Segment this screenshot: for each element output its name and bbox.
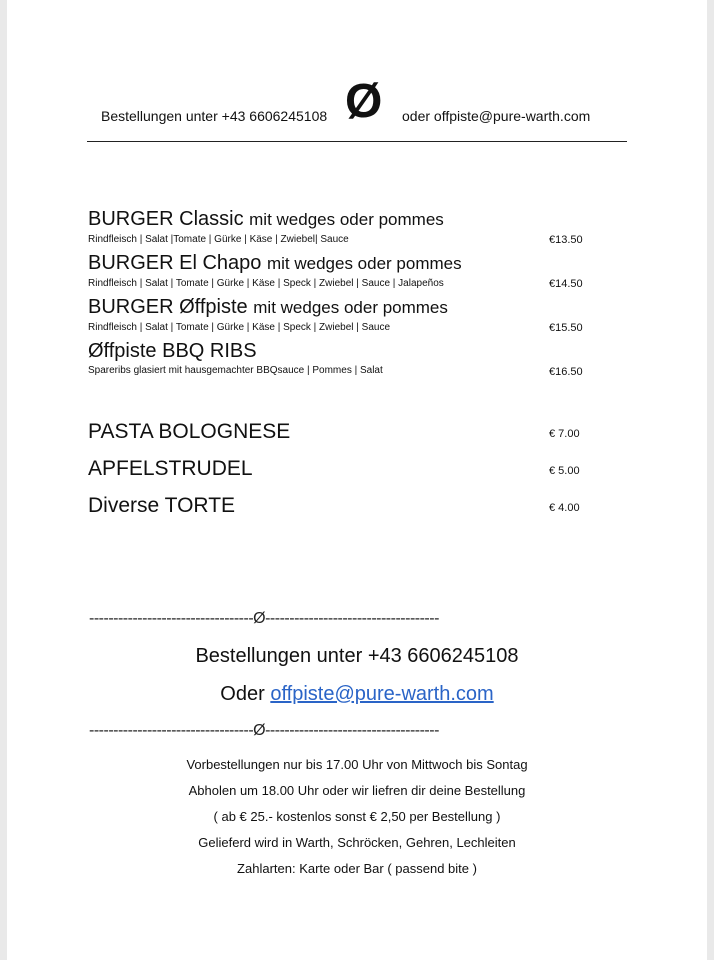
item-price: €15.50 [549, 322, 583, 334]
menu-item-burger-el-chapo [88, 251, 628, 291]
footer-divider-bottom: ----------------------------------Ø------------------------------------ [89, 722, 439, 739]
item-name: PASTA BOLOGNESE [88, 420, 291, 443]
item-side: mit wedges oder pommes [253, 298, 448, 317]
menu-item-bbq-ribs [88, 339, 628, 378]
header-divider [87, 141, 627, 142]
menu-item-burger-classic [88, 207, 628, 247]
footer-oder: Oder [220, 683, 265, 705]
item-price: € 5.00 [549, 465, 580, 477]
menu-item-burger-offpiste [88, 295, 628, 335]
item-description: Rindfleisch | Salat | Tomate | Gürke | Käse | Speck | Zwiebel | Sauce [88, 322, 391, 333]
footer-info [7, 752, 707, 882]
footer-divider-top: ----------------------------------Ø------------------------------------ [89, 610, 439, 627]
item-side: mit wedges oder pommes [249, 210, 444, 229]
logo-icon: Ø [345, 75, 383, 128]
item-name: Øffpiste BBQ RIBS [88, 340, 257, 362]
item-description: Rindfleisch | Salat | Tomate | Gürke | Käse | Speck | Zwiebel | Sauce | Jalapeños [88, 278, 444, 289]
info-line: Gelieferd wird in Warth, Schröcken, Gehren, Lechleiten [198, 835, 516, 850]
header-phone: Bestellungen unter +43 6606245108 [101, 108, 328, 124]
item-name: Diverse TORTE [88, 494, 236, 517]
info-line: Vorbestellungen nur bis 17.00 Uhr von Mittwoch bis Sontag [186, 757, 528, 772]
item-price: €16.50 [549, 366, 583, 378]
menu-item-apfelstrudel [88, 457, 628, 481]
item-name: APFELSTRUDEL [88, 457, 253, 480]
item-name: BURGER Øffpiste [88, 296, 248, 318]
item-price: €14.50 [549, 278, 583, 290]
item-price: € 4.00 [549, 502, 580, 514]
footer-phone: Bestellungen unter +43 6606245108 [195, 645, 519, 667]
item-name: BURGER Classic [88, 208, 244, 230]
item-price: €13.50 [549, 234, 583, 246]
footer-email-line [7, 683, 707, 706]
info-line: Abholen um 18.00 Uhr oder wir liefren dir deine Bestellung [188, 783, 526, 798]
item-description: Rindfleisch | Salat |Tomate | Gürke | Käse | Zwiebel| Sauce [88, 234, 349, 245]
info-line: ( ab € 25.- kostenlos sonst € 2,50 per Bestellung ) [213, 809, 501, 824]
info-line: Zahlarten: Karte oder Bar ( passend bite ) [237, 861, 477, 876]
item-description: Spareribs glasiert mit hausgemachter BBQsauce | Pommes | Salat [88, 365, 383, 376]
item-price: € 7.00 [549, 428, 580, 440]
item-name: BURGER El Chapo [88, 252, 262, 274]
menu-item-torte [88, 494, 628, 518]
menu-page [7, 0, 707, 960]
email-link[interactable]: offpiste@pure-warth.com [270, 683, 494, 705]
header [7, 75, 707, 130]
item-side: mit wedges oder pommes [266, 254, 462, 273]
header-email: oder offpiste@pure-warth.com [402, 108, 591, 124]
menu-item-pasta [88, 420, 628, 444]
